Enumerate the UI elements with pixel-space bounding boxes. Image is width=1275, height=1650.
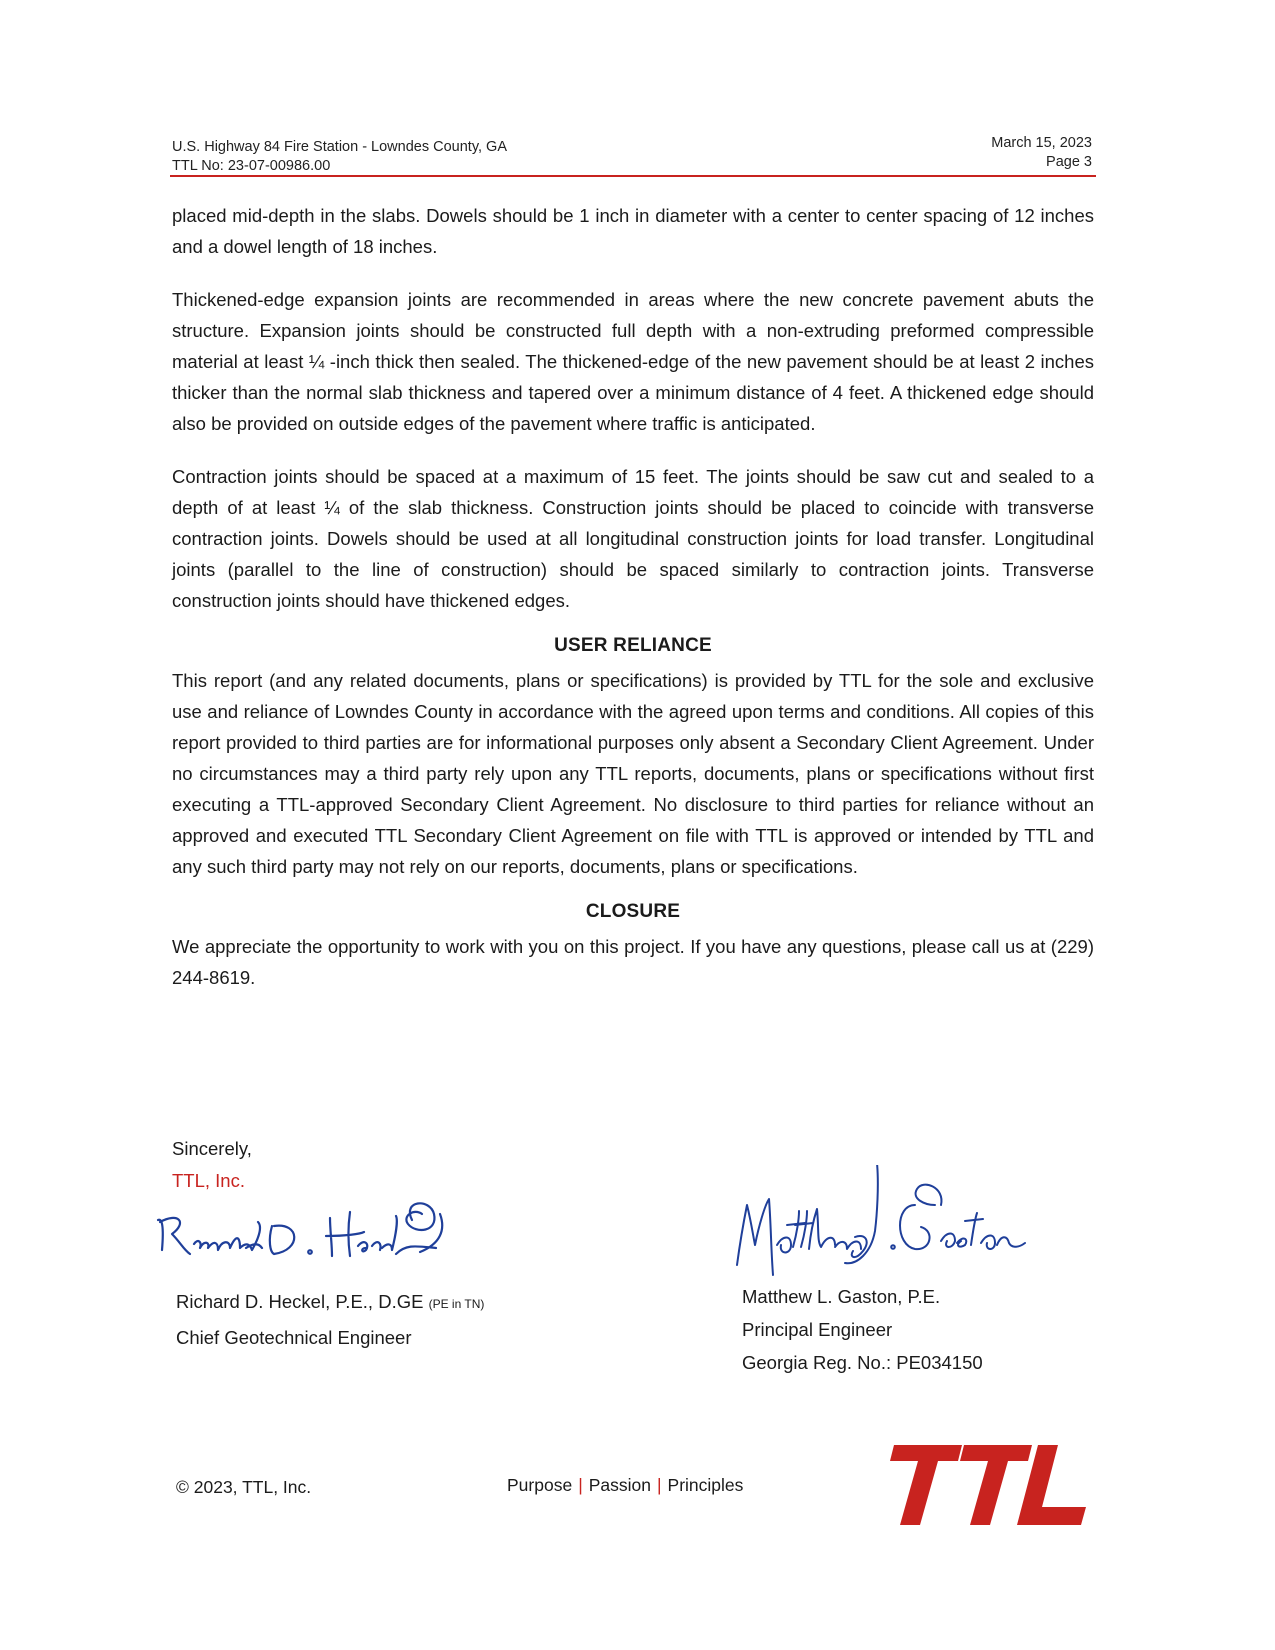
- signer-left: [176, 1285, 484, 1354]
- tagline-purpose: Purpose: [507, 1475, 573, 1495]
- salutation: Sincerely,: [172, 1138, 252, 1159]
- tagline-separator: |: [578, 1475, 583, 1495]
- closure-paragraph: We appreciate the opportunity to work with you on this project. If you have any questions, please call us at (229) 244-8619.: [172, 936, 1094, 988]
- closure-heading: CLOSURE: [585, 901, 681, 922]
- tagline-principles: Principles: [667, 1475, 744, 1495]
- signer-left-name-line: [176, 1285, 484, 1321]
- signer-right: [742, 1280, 983, 1379]
- paragraph-expansion-joints: Thickened-edge expansion joints are recommended in areas where the new concrete pavement abuts the structure. Expansion joints should be constructed full depth with a non-extruding preformed compressible material at least ¼ -inch thick then sealed. The thickened-edge of the new pavement should be at least 2 inches thicker than the normal slab thickness and tapered over a minimum distance of 4 feet. A thickened edge should also be provided on outside edges of the pavement where traffic is anticipated.: [172, 289, 1094, 434]
- footer-tagline: [507, 1475, 743, 1496]
- project-title: U.S. Highway 84 Fire Station - Lowndes County, GA: [172, 139, 507, 155]
- paragraph-dowels: placed mid-depth in the slabs. Dowels should be 1 inch in diameter with a center to center spacing of 12 inches and a dowel length of 18 inches.: [172, 205, 1094, 257]
- ttl-logo: [880, 1445, 1100, 1525]
- signer-right-registration: Georgia Reg. No.: PE034150: [742, 1352, 983, 1373]
- signoff-block: [172, 1133, 252, 1197]
- signer-right-name: Matthew L. Gaston, P.E.: [742, 1286, 941, 1307]
- header-right: [991, 134, 1092, 172]
- header-divider: [170, 175, 1096, 177]
- header-left: [172, 138, 507, 176]
- user-reliance-paragraph: This report (and any related documents, plans or specifications) is provided by TTL for the sole and exclusive use and reliance of Lowndes County in accordance with the agreed upon terms and conditions. All copies of this report provided to third parties are for informational purposes only absent a Secondary Client Agreement. Under no circumstances may a third party rely upon any TTL reports, documents, plans or specifications without first executing a TTL-approved Secondary Client Agreement. No disclosure to third parties for reliance without an approved and executed TTL Secondary Client Agreement on file with TTL is approved or intended by TTL and any such third party may not rely on our reports, documents, plans or specifications.: [172, 670, 1094, 877]
- report-date: March 15, 2023: [991, 135, 1092, 151]
- signer-left-name: Richard D. Heckel, P.E., D.GE: [176, 1291, 424, 1312]
- signer-left-title: Chief Geotechnical Engineer: [176, 1327, 412, 1348]
- ttl-number: TTL No: 23-07-00986.00: [172, 158, 331, 174]
- page-number: Page 3: [1046, 154, 1092, 170]
- footer-copyright: © 2023, TTL, Inc.: [176, 1477, 312, 1497]
- signer-left-license: (PE in TN): [428, 1297, 485, 1311]
- paragraph-contraction-joints: Contraction joints should be spaced at a maximum of 15 feet. The joints should be saw cut and sealed to a depth of at least ¼ of the slab thickness. Construction joints should be placed to coincide with transverse contraction joints. Dowels should be used at all longitudinal construction joints for load transfer. Longitudinal joints (parallel to the line of construction) should be spaced similarly to contraction joints. Transverse construction joints should have thickened edges.: [172, 466, 1094, 611]
- tagline-passion: Passion: [588, 1475, 651, 1495]
- signature-left-image: [150, 1200, 480, 1270]
- tagline-separator: |: [657, 1475, 662, 1495]
- company-name: TTL, Inc.: [172, 1170, 245, 1191]
- user-reliance-heading: USER RELIANCE: [554, 635, 712, 656]
- page-header: [172, 134, 1092, 178]
- body-text: [172, 200, 1094, 1015]
- signer-right-title: Principal Engineer: [742, 1319, 893, 1340]
- signature-right-image: [735, 1165, 1035, 1290]
